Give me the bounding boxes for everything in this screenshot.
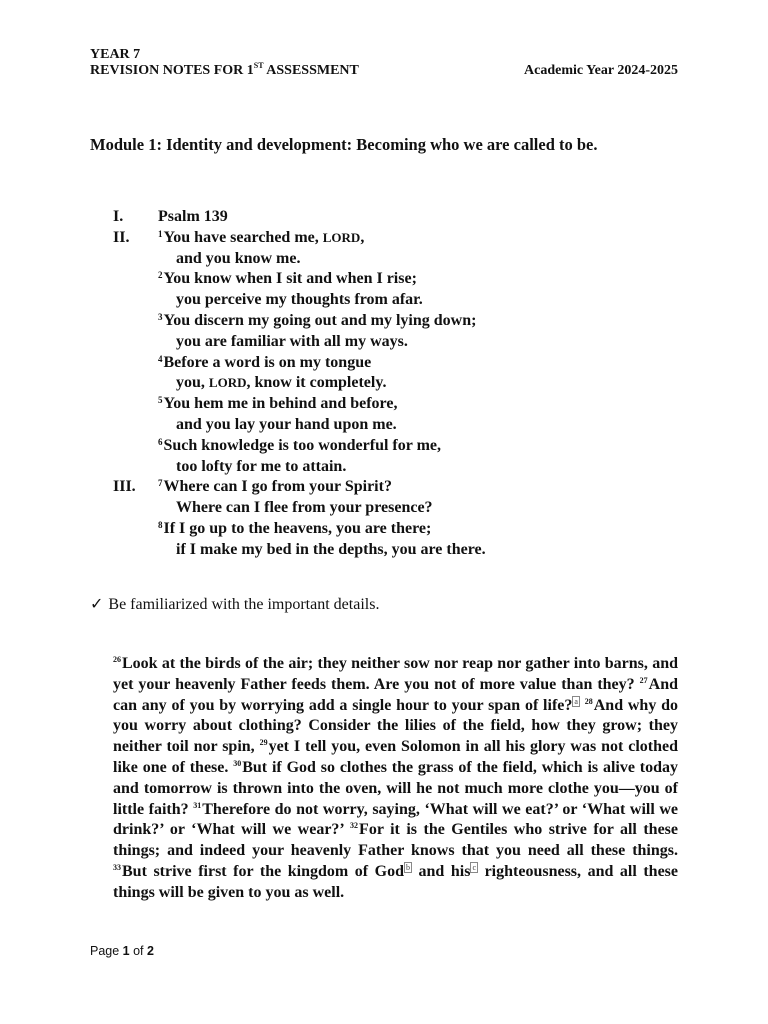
checklist-item [90,594,379,614]
psalm-verse-text [176,290,423,311]
footnote-marker: b [405,862,410,872]
verse-number: 30 [233,758,242,768]
psalm-verse-text [158,269,417,290]
psalm-verse-text [176,540,486,561]
verse-number: 4 [158,353,163,364]
revision-suffix: ASSESSMENT [263,63,359,78]
list-numeral: III. [113,478,136,496]
revision-prefix: REVISION NOTES FOR 1 [90,63,254,78]
verse-text: you are familiar with all my ways. [176,332,408,350]
list-numeral: I. [113,208,124,225]
psalm-verse-text [176,498,433,519]
header-year: YEAR 7 [90,47,141,62]
psalm-verse-text [176,415,397,436]
verse-text: If I go up to the heavens, you are there; [163,519,432,537]
checklist-text: Be familiarized with the important details. [108,596,380,613]
verse-text: You hem me in behind and before, [163,395,398,413]
page-footer [90,944,154,958]
verse-text: Where can I flee from your presence? [176,499,433,517]
revision-superscript: ST [253,61,264,70]
scripture-passage [113,654,678,904]
passage-text: Therefore do not worry, saying, ‘What will we eat?’ or ‘What will we drink?’ or ‘What will we wear?’ [113,800,679,839]
footnote-marker: c [472,862,477,872]
verse-text: Before a word is on my tongue [163,353,372,371]
list-numeral: II. [113,228,130,246]
verse-number: 26 [113,655,121,664]
verse-number: 29 [259,738,268,748]
passage-text: And can any of you by worrying add a single hour to your span of life? [113,675,678,714]
passage-text: For it is the Gentiles who strive for all these things; and indeed your heavenly Father knows that you need all these things. [113,821,678,860]
verse-text: too lofty for me to attain. [176,457,347,475]
header-academic-year: Academic Year 2024-2025 [524,63,678,78]
psalm-verse-text [158,477,392,498]
verse-text: and you lay your hand upon me. [176,415,397,433]
psalm-verse-text [176,373,386,394]
verse-number: 8 [158,519,163,530]
verse-text: Such knowledge is too wonderful for me, [163,436,441,454]
passage-text: Look at the birds of the air; they neither sow nor reap nor gather into barns, and yet your heavenly Father feeds them. Are you not of more value than they? [113,655,678,693]
verse-number: 32 [350,821,359,831]
passage-text: And why do you worry about clothing? Consider the lilies of the field, how they grow; they neither toil nor spin, [113,696,679,756]
verse-number: 2 [158,270,163,281]
psalm-verse-text [158,353,371,374]
passage-text: righteousness, and all these things will be given to you as well. [113,862,679,901]
passage-text: yet I tell you, even Solomon in all his glory was not clothed like one of these. [113,738,679,776]
passage-text: and his [411,862,471,880]
psalm-verse-text [158,519,431,540]
small-caps-lord: LORD [208,375,247,391]
verse-text: Psalm 139 [158,208,228,225]
psalm-verse-text [158,228,364,249]
footer-current-page: 1 [122,944,130,958]
verse-number: 6 [158,436,163,447]
verse-number: 28 [584,696,593,706]
verse-text: and you know me. [176,249,301,267]
verse-text: Where can I go from your Spirit? [163,478,392,496]
psalm-verse-text [176,332,408,353]
verse-number: 7 [158,478,163,489]
verse-text-continued: , know it completely. [246,374,387,392]
psalm-verse-text [176,249,300,270]
verse-text: you, [176,374,209,392]
header-revision-notes [90,63,359,79]
verse-text: You discern my going out and my lying down; [163,311,477,329]
module-title: Module 1: Identity and development: Becoming who we are called to be. [90,135,598,154]
psalm-verse-text [158,436,441,457]
verse-number: 31 [193,800,202,810]
psalm-verse-text [176,457,346,478]
footnote-marker: a [574,696,578,706]
verse-number: 1 [158,228,163,239]
psalm-verse-text [158,394,397,415]
passage-text: But strive first for the kingdom of God [122,862,404,880]
verse-number: 3 [158,311,163,322]
footer-page-word: Page [90,944,123,958]
passage-text [580,697,585,714]
verse-number: 33 [113,862,121,872]
verse-text-continued: , [360,228,365,246]
verse-number: 27 [639,675,648,685]
footer-total-pages: 2 [147,944,154,958]
psalm-verse-text [158,311,476,332]
verse-text: if I make my bed in the depths, you are there. [176,540,486,558]
footer-of-word: of [129,944,147,958]
verse-text: You know when I sit and when I rise; [163,270,417,288]
verse-text: You have searched me, [163,228,323,246]
psalm-verse-text [158,207,228,228]
verse-text: you perceive my thoughts from afar. [176,291,423,309]
check-icon: ✓ [90,596,104,613]
passage-text: But if God so clothes the grass of the field, which is alive today and tomorrow is thrown into the oven, will he not much more clothe you—you of little faith? [113,758,679,818]
verse-number: 5 [158,395,163,406]
small-caps-lord: LORD [322,229,361,245]
